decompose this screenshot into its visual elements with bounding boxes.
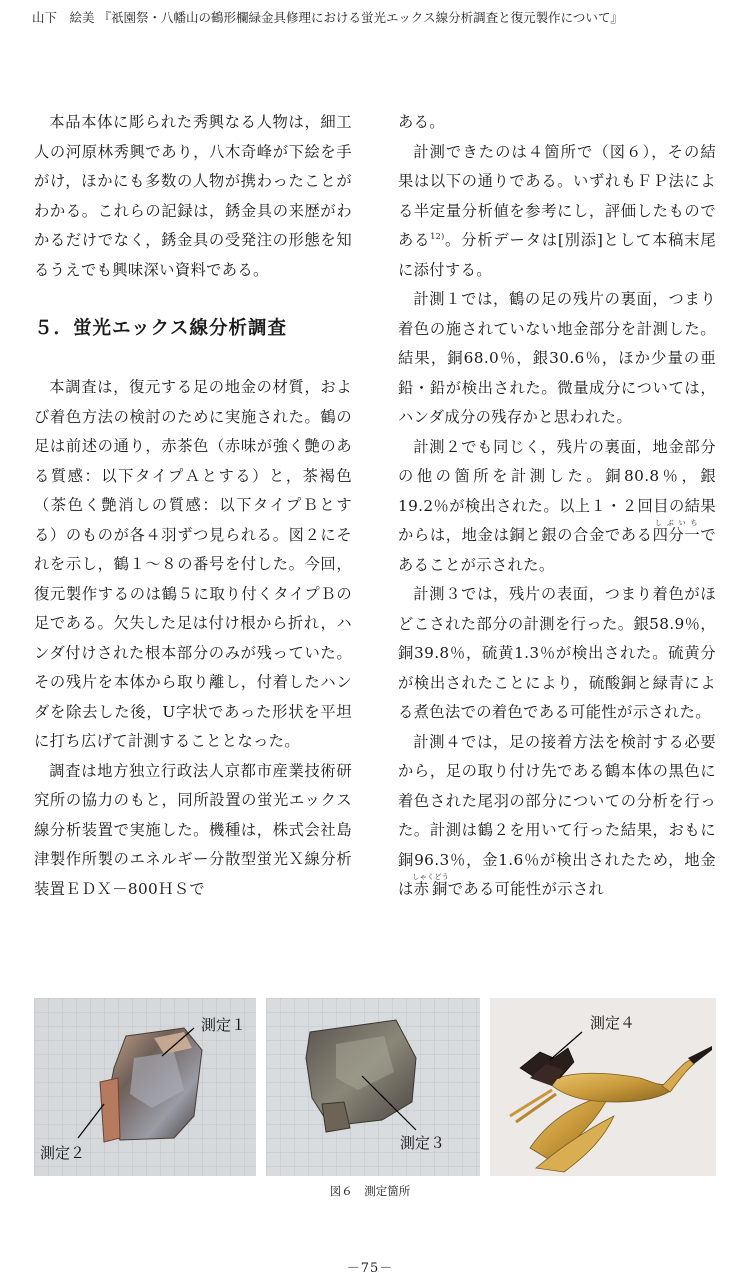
- measurement-2-paragraph: [398, 433, 716, 581]
- equipment-paragraph: 調査は地方独立行政法人京都市産業技術研究所の協力のもと，同所設置の蛍光エックス線分析装置で実施した。機種は，株式会社島津製作所製のエネルギー分散型蛍光Ｘ線分析装置ＥＤＸ－800ＨＳで: [34, 761, 352, 898]
- photo-fragment-back: [34, 998, 256, 1176]
- label-measurement-4: 測定４: [590, 1014, 636, 1032]
- ruby-shibuichi: [652, 519, 701, 544]
- ruby-shakudo: [412, 873, 450, 898]
- running-header: [32, 8, 732, 26]
- results-text-b: 。分析データは[別添]として本稿末尾に添付する。: [398, 231, 716, 279]
- measurement-4-text-a: 計測４では，足の接着方法を検討する必要から，足の取り付け先である鶴本体の黒色に着色された尾羽の部分についての分析を行った。計測は鶴２を用いて行った結果，おもに銅96.3％，金1.6％が検出されたため，地金は: [398, 732, 716, 898]
- header-author: 山下 絵美: [32, 10, 95, 25]
- ruby-base-shibuichi: 四分一: [652, 526, 701, 544]
- photo-fragment-front-image: [266, 998, 480, 1176]
- measurement-3-paragraph: 計測３では，残片の表面，つまり着色がほどこされた部分の計測を行った。銀58.9％，銅39.8％，硫黄1.3％が検出された。硫黄分が検出されたことにより，硫酸銅と緑青による煮色法での着色である可能性が示された。: [398, 585, 716, 721]
- section-heading: ５．蛍光エックス線分析調査: [34, 318, 287, 339]
- photo-fragment-front: [266, 998, 480, 1176]
- footnote-ref: 12): [430, 231, 445, 241]
- measurement-2-text-b: であることが示された。: [398, 526, 716, 574]
- survey-paragraph: 本調査は，復元する足の地金の材質，および着色方法の検討のために実施された。鶴の足は前述の通り，赤茶色（赤味が強く艶のある質感：以下タイプＡとする）と，茶褐色（茶色く艶消しの質感：以下タイプＢとする）のものが各４羽ずつ見られる。図２にそれを示し，鶴１～８の番号を付した。今回，復元製作するのは鶴５に取り付くタイプＢの足である。欠失した足は付け根から折れ，ハンダ付けされた根本部分のみが残っていた。その残片を本体から取り離し，付着したハンダを除去した後，U字状であった形状を平坦に打ち広げて計測することとなった。: [34, 378, 352, 750]
- ruby-text-shibuichi: しぶいち: [652, 519, 701, 527]
- figure-caption: 図６ 測定箇所: [329, 1184, 411, 1198]
- ruby-base-shakudo: 赤銅: [412, 880, 450, 898]
- photo-crane-body-image: [490, 998, 716, 1176]
- label-measurement-1: 測定１: [201, 1016, 247, 1034]
- results-paragraph: [398, 138, 716, 286]
- ruby-text-shakudo: しゃくどう: [412, 873, 450, 881]
- label-measurement-2: 測定２: [40, 1144, 86, 1162]
- figure-6: [34, 998, 716, 1176]
- measurement-4-text-b: である可能性が示され: [447, 880, 605, 898]
- right-column: [398, 108, 716, 905]
- measurement-4-paragraph: [398, 728, 716, 905]
- measurement-2-text-a: 計測２でも同じく，残片の裏面，地金部分の他の箇所を計測した。銅80.8％，銀19.2％が検出された。以上１・２回目の結果からは，地金は銅と銀の合金である: [398, 437, 716, 544]
- header-title: 『祇園祭・八幡山の鶴形欄緑金具修理における蛍光エックス線分析調査と復元製作について』: [98, 10, 623, 25]
- page-number: －75－: [346, 1261, 394, 1276]
- results-text-a: 計測できたのは４箇所で（図６），その結果は以下の通りである。いずれもＦＰ法による半定量分析値を参考にし，評価したものである: [398, 142, 716, 249]
- left-column: [34, 108, 352, 904]
- label-measurement-3: 測定３: [400, 1134, 446, 1152]
- intro-paragraph: 本品本体に彫られた秀興なる人物は，細工人の河原林秀興であり，八木奇峰が下絵を手がけ，ほかにも多数の人物が携わったことがわかる。これらの記録は，銹金具の来歴がわかるだけでなく，銹金具の受発注の形態を知るうえでも興味深い資料である。: [34, 113, 352, 279]
- continuation-text: ある。: [398, 113, 445, 131]
- photo-fragment-back-image: [34, 998, 256, 1176]
- measurement-1-paragraph: 計測１では，鶴の足の残片の裏面，つまり着色の施されていない地金部分を計測した。結果，銅68.0％，銀30.6％，ほか少量の亜鉛・鉛が検出された。微量成分については，ハンダ成分の残存かと思われた。: [398, 290, 716, 426]
- photo-crane-body: [490, 998, 716, 1176]
